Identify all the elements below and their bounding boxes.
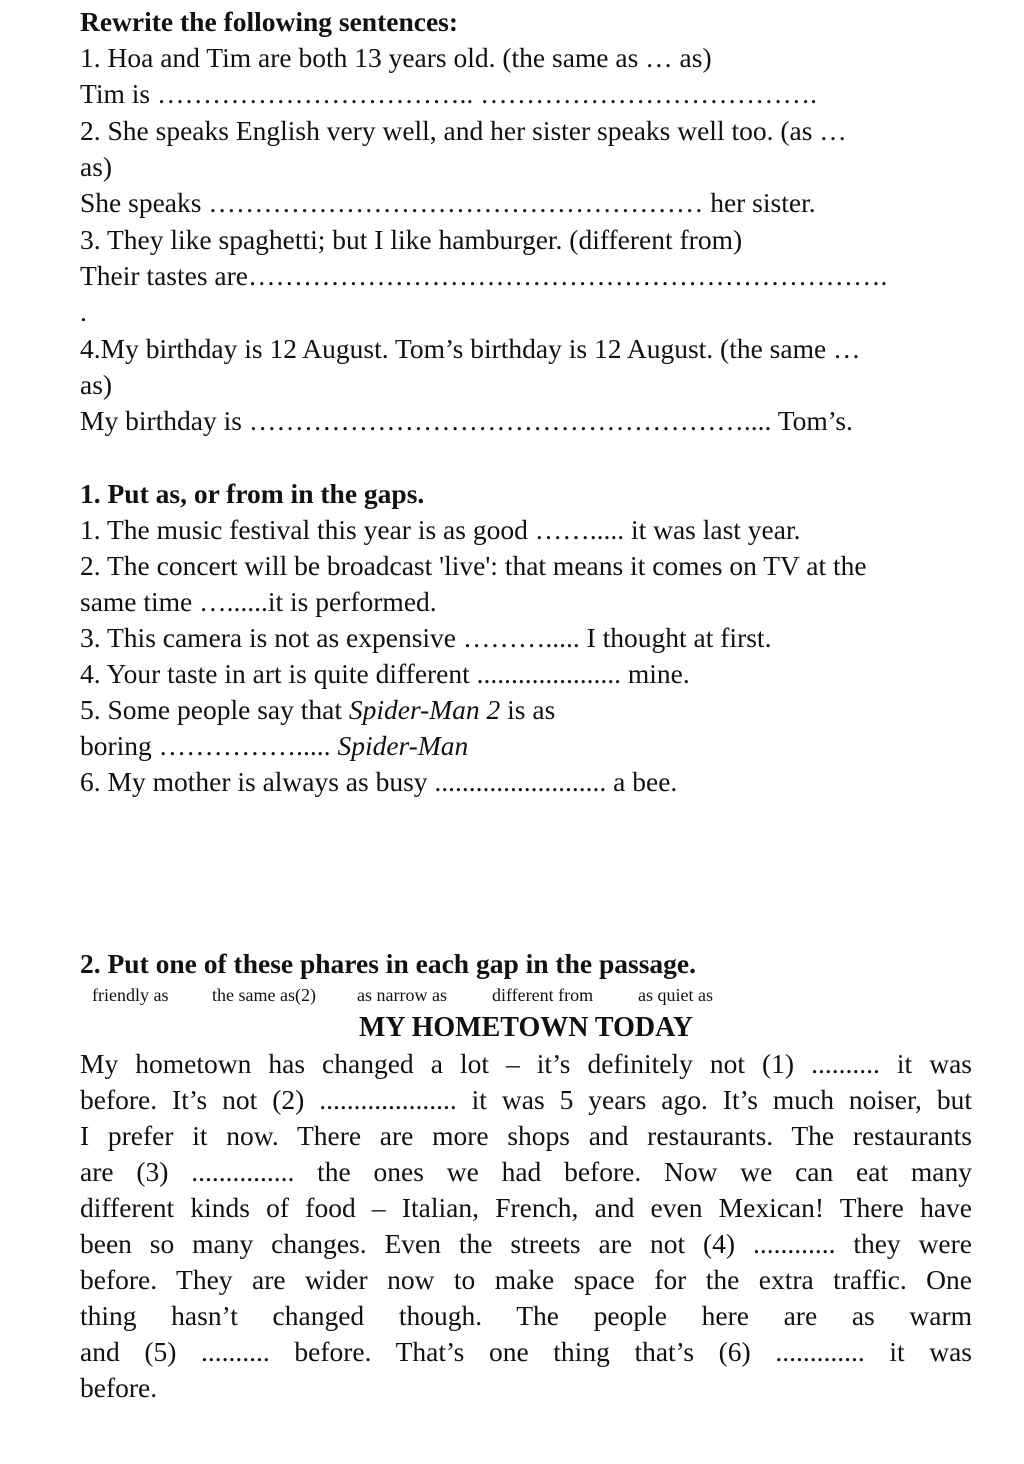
exercise-line: 1. The music festival this year is as good ……..... it was last year. (80, 514, 801, 545)
movie-title: Spider-Man 2 (348, 694, 501, 725)
passage-line: before. It’s not (2) .................... it was 5 years ago. It’s much noiser, but (80, 1084, 972, 1115)
phrase-option: different from (492, 985, 594, 1005)
phrase-option: the same as(2) (212, 985, 316, 1005)
passage-line: and (5) .......... before. That’s one thing that’s (6) ............. it was (80, 1336, 972, 1367)
answer-line: Their tastes are……………………………………………………………. (80, 260, 888, 291)
exercise-line: boring ……………..... Spider-Man (80, 730, 469, 761)
passage-line: different kinds of food – Italian, French, and even Mexican! There have (80, 1192, 972, 1223)
stray-period: . (80, 296, 87, 327)
exercise-line: 2. The concert will be broadcast 'live': that means it comes on TV at the (80, 550, 867, 581)
exercise-line: 6. My mother is always as busy ......................... a bee. (80, 766, 678, 797)
exercise-line: 4. Your taste in art is quite different ..................... mine. (80, 658, 690, 689)
exercise-line: 1. Hoa and Tim are both 13 years old. (the same as … as) (80, 42, 712, 73)
movie-title: Spider-Man (337, 730, 469, 761)
exercise-line: 3. They like spaghetti; but I like hamburger. (different from) (80, 224, 743, 255)
section-heading-gaps: 1. Put as, or from in the gaps. (80, 478, 425, 509)
passage-line: thing hasn’t changed though. The people here are as warm (80, 1300, 972, 1331)
passage-line: been so many changes. Even the streets are not (4) ............ they were (80, 1228, 972, 1259)
passage-line: before. (80, 1372, 158, 1403)
exercise-line: 4.My birthday is 12 August. Tom’s birthday is 12 August. (the same … (80, 333, 861, 364)
answer-line: She speaks ……………………………………………… her sister. (80, 187, 816, 218)
exercise-line: as) (80, 369, 113, 400)
passage-line: My hometown has changed a lot – it’s definitely not (1) .......... it was (80, 1048, 972, 1079)
answer-line: My birthday is ……………………………………………….... Tom’s. (80, 405, 853, 436)
phrase-option: as narrow as (357, 985, 447, 1005)
phrase-option: as quiet as (638, 985, 713, 1005)
exercise-line: 5. Some people say that Spider-Man 2 is as (80, 694, 556, 725)
exercise-line: same time …......it is performed. (80, 586, 437, 617)
passage-line: I prefer it now. There are more shops and restaurants. The restaurants (80, 1120, 972, 1151)
section-heading-passage: 2. Put one of these phares in each gap in the passage. (80, 948, 696, 979)
phrase-option: friendly as (92, 985, 169, 1005)
exercise-line: 2. She speaks English very well, and her sister speaks well too. (as … (80, 115, 847, 146)
section-heading-rewrite: Rewrite the following sentences: (80, 6, 459, 37)
exercise-line: as) (80, 151, 113, 182)
passage-line: before. They are wider now to make space for the extra traffic. One (80, 1264, 972, 1295)
passage-line: are (3) ............... the ones we had before. Now we can eat many (80, 1156, 972, 1187)
passage-title: MY HOMETOWN TODAY (359, 1012, 693, 1043)
answer-line: Tim is …………………………….. ………………………………. (80, 78, 817, 109)
exercise-line: 3. This camera is not as expensive ………..... I thought at first. (80, 622, 772, 653)
